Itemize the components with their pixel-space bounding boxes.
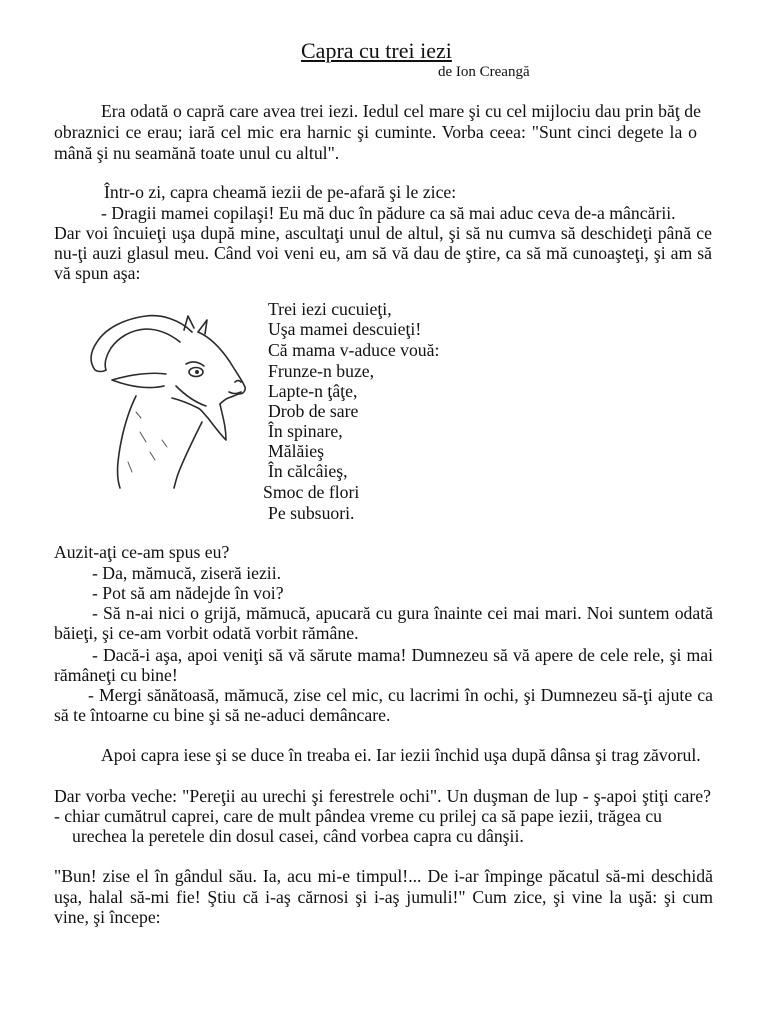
author-byline: de Ion Creangă: [438, 64, 530, 80]
text-line: să te întoarne cu bine şi să ne-aduci demâncare.: [54, 705, 391, 725]
text-line: - Da, mămucă, ziseră iezii.: [92, 563, 282, 583]
goat-horn-inner: [105, 329, 180, 370]
goat-beard: [172, 398, 226, 440]
page-title: Capra cu trei iezi: [301, 38, 452, 63]
poem-line: Uşa mamei descuieţi!: [268, 319, 422, 339]
text-line: vă spun aşa:: [54, 263, 141, 283]
poem-line: Mălăieş: [268, 441, 324, 461]
text-line: Apoi capra iese şi se duce în treaba ei. Iar iezii închid uşa după dânsa şi trag zăvorul.: [101, 745, 701, 765]
goat-cheek: [176, 386, 206, 406]
text-line: uşa, halal să-mi fie! Ştiu că i-aş cărnosi şi i-aş jumuli!" Cum zice, şi vine la uşă: şi cum: [54, 887, 713, 907]
text-line: obraznici ce erau; iară cel mic era harnic şi cuminte. Vorba ceea: "Sunt cinci degete la o: [54, 122, 697, 142]
goat-head-illustration: [80, 312, 255, 492]
poem-line: Trei iezi cucuieţi,: [268, 299, 392, 319]
poem-line: Pe subsuori.: [268, 503, 355, 523]
poem-line: Frunze-n buze,: [268, 361, 375, 381]
poem-line: Că mama v-aduce vouă:: [268, 340, 440, 360]
goat-neck-front: [174, 422, 202, 488]
poem-line: În călcâieş,: [268, 461, 348, 481]
text-line: vine, şi începe:: [54, 907, 161, 927]
poem-line: În spinare,: [268, 421, 343, 441]
text-line: mână şi nu seamănă toate unul cu altul".: [54, 143, 340, 163]
text-line: Într-o zi, capra cheamă iezii de pe-afară şi le zice:: [104, 182, 457, 202]
poem-line: Smoc de flori: [263, 482, 360, 502]
text-line: rămâneţi cu bine!: [54, 665, 178, 685]
text-line: - Să n-ai nici o grijă, mămucă, apucară cu gura înainte cei mai mari. Noi suntem odată: [92, 603, 713, 623]
goat-mouth: [229, 392, 241, 394]
goat-pupil: [195, 370, 199, 374]
text-line: - Mergi sănătoasă, mămucă, zise cel mic, cu lacrimi în ochi, şi Dumnezeu să-ţi ajute ca: [88, 685, 713, 705]
text-line: - Dacă-i aşa, apoi veniţi să vă sărute mama! Dumnezeu să vă apere de cele rele, şi mai: [92, 645, 713, 665]
text-line: Dar voi încuieţi uşa după mine, ascultaţi unul de altul, şi să nu cumva să deschideţi până ce: [54, 223, 712, 243]
poem-line: Drob de sare: [268, 401, 359, 421]
text-line: băieţi, şi ce-am vorbit odată vorbit rămâne.: [54, 623, 359, 643]
text-line: Auzit-aţi ce-am spus eu?: [54, 542, 230, 562]
poem-line: Lapte-n ţâţe,: [268, 381, 358, 401]
text-line: nu-ţi auzi glasul meu. Când voi veni eu, am să vă dau de ştire, ca să mă cunoaşteţi, şi am să: [54, 243, 712, 263]
goat-shading: [128, 412, 167, 472]
goat-horn-tips: [184, 316, 207, 334]
goat-eyebrow: [186, 362, 204, 366]
text-line: - Dragii mamei copilaşi! Eu mă duc în pădure ca să mai aduc ceva de-a mâncării.: [101, 203, 676, 223]
goat-neck-back: [118, 396, 136, 488]
text-line: - chiar cumătrul caprei, care de mult pândea vreme cu prilej ca să pape iezii, trăgea cu: [54, 806, 662, 826]
text-line: Dar vorba veche: "Pereţii au urechi şi ferestrele ochi". Un duşman de lup - ş-apoi ştiţi care?: [54, 786, 711, 806]
text-line: Era odată o capră care avea trei iezi. Iedul cel mare şi cu cel mijlociu dau prin băţ de: [101, 101, 701, 121]
goat-ear: [112, 373, 166, 387]
text-line: - Pot să am nădejde în voi?: [92, 583, 284, 603]
goat-nostril: [235, 381, 241, 383]
goat-horn-outer: [91, 316, 192, 372]
text-line: urechea la peretele din dosul casei, când vorbea capra cu dânşii.: [72, 826, 524, 846]
text-line: "Bun! zise el în gândul său. Ia, acu mi-e timpul!... De i-ar împinge păcatul să-mi deschidă: [54, 866, 713, 886]
